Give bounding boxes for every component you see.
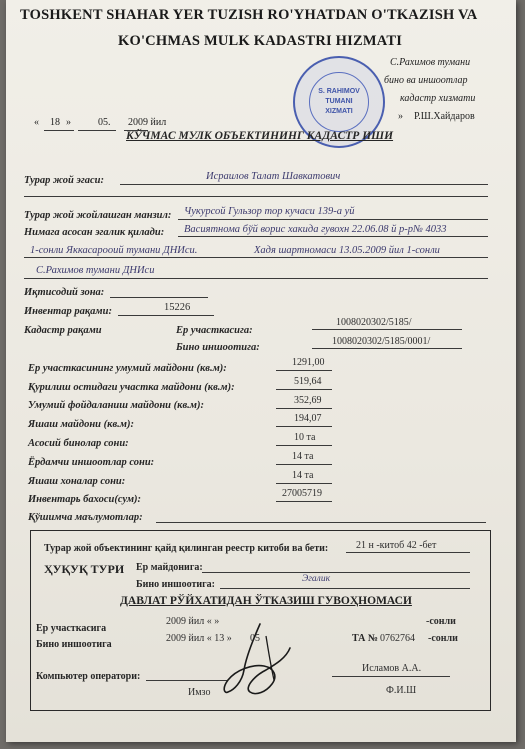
metric-label-0: Ер участкасининг умумий майдони (кв.м): (28, 363, 227, 374)
stamp-text-1: S. RAHIMOV (318, 88, 360, 95)
metric-value-4: 10 та (294, 432, 316, 443)
address-value: Чукурсой Гульзор тор кучаси 139-а уй (184, 206, 355, 217)
service-line-3: кадастр хизмати (400, 93, 476, 104)
metric-value-6: 14 та (292, 470, 314, 481)
metric-label-4: Асосий бинолар сони: (28, 438, 129, 449)
cadastre-building-label: Бино иншоотига: (176, 342, 260, 353)
metric-label-3: Яшаш майдони (кв.м): (28, 419, 134, 430)
handwritten-signature (216, 618, 296, 702)
metric-value-7: 27005719 (282, 488, 322, 499)
date-year: 2009 йил (128, 117, 167, 128)
cert-ta-number: 0762764 (380, 633, 415, 644)
metric-value-0: 1291,00 (292, 357, 325, 368)
extra-info-label: Қўшимча маълумотлар: (28, 512, 143, 523)
cert-land-date: 2009 йил « » (166, 616, 220, 627)
cert-land-suffix: -сонли (426, 616, 456, 627)
owner-label: Турар жой эгаси: (24, 175, 104, 186)
header-line-1: TOSHKENT SHAHAR YER TUZISH RO'YHATDAN O'TKAZISH VA (20, 7, 478, 23)
metric-label-1: Қурилиш остидаги участка майдони (кв.м): (28, 382, 235, 393)
rights-building-value: Эгалик (302, 574, 331, 584)
date-month: 05. (98, 117, 111, 128)
header-line-2: KO'CHMAS MULK KADASTRI HIZMATI (118, 33, 403, 49)
metric-value-1: 519,64 (294, 376, 322, 387)
cert-ta-suffix: -сонли (428, 633, 458, 644)
cert-building-month: 05 (250, 633, 260, 644)
cadastre-label: Кадастр рақами (24, 325, 102, 336)
operator-name: Исламов А.А. (362, 663, 422, 674)
owner-value: Исраилов Талат Шавкатович (206, 171, 341, 182)
registry-value: 21 н -китоб 42 -бет (356, 540, 437, 551)
cert-land-label: Ер участкасига (36, 623, 107, 634)
document-page: TOSHKENT SHAHAR YER TUZISH RO'YHATDAN O'TKAZISH VA KO'CHMAS MULK KADASTRI HIZMATI S. RAHIMOV TUMANI XIZMATI С.Рахимов тумани бино ва иншоотлар кадастр хизмати » Р.Ш.Хайдаров « 18 » 05. 2009 йил КЎЧМАС МУЛК ОБЪЕКТИНИНГ КАДАСТР ИШИ Турар жой эгаси: Исраилов Талат Шавкатович Турар жой жойлашган манзил: Чукурсой Гульзор тор кучаси 139-а уй Нимага асосан эгалик қилади: Васиятнома бўй ворис хакида гувохн 22.06.08 й р-р№ 4033 1-сонли Яккасарооий тумани ДНИси. Хадя шартномаси 13.05.2009 йил 1-сонли С.Рахимов тумани ДНИси Иқтисодий зона: Инвентар рақами: 15226 Кадастр рақами Ер участкасига: 1008020302/5185/ Бино иншоотига: 1008020302/5185/0001/ Ер участкасининг умумий майдони (кв.м): 1291,00 Қурилиш остидаги участка майдони (кв.м): 519,64 Умумий фойдаланиш майдони (кв.м): 352,69 Яшаш майдони (кв.м): 194,07 Асосий бинолар сони: 10 та Ёрдамчи иншоотлар сони: 14 та Яшаш хоналар сони: 14 та Инвентарь бахоси(сум): 27005719 Қўшимча маълумотлар: Турар жой объектининг қайд қилинган реестр китоби ва бети: 21 н -китоб 42 -бет ҲУҚУҚ ТУРИ Ер майдонига: Бино иншоотига: Эгалик ДАВЛАТ РЎЙХАТИДАН ЎТКАЗИШ ГУВОҲНОМАСИ Ер участкасига 2009 йил « » -сонли Бино иншоотига 2009 йил « 13 » 05 ТА № 0762764 -сонли Компьютер оператори: Исламов А.А. Имзо Ф.И.Ш (6, 0, 516, 742)
doc-title: КЎЧМАС МУЛК ОБЪЕКТИНИНГ КАДАСТР ИШИ (126, 130, 394, 142)
address-label: Турар жой жойлашган манзил: (24, 210, 172, 221)
economic-zone-label: Иқтисодий зона: (24, 287, 105, 298)
rights-land-label: Ер майдонига: (136, 562, 203, 573)
metric-label-7: Инвентарь бахоси(сум): (28, 494, 142, 505)
registry-text: Турар жой объектининг қайд қилинган реестр китоби ва бети: (44, 543, 329, 554)
ownership-label: Нимага асосан эгалик қилади: (24, 227, 165, 238)
metric-value-2: 352,69 (294, 395, 322, 406)
ownership-line-3: С.Рахимов тумани ДНИси (36, 265, 155, 276)
operator-sign-label: Имзо (188, 687, 211, 698)
ownership-line-1: Васиятнома бўй ворис хакида гувохн 22.06.08 й р-р№ 4033 (184, 224, 447, 235)
metric-label-5: Ёрдамчи иншоотлар сони: (28, 457, 155, 468)
cadastre-land-label: Ер участкасига: (176, 325, 253, 336)
metric-label-6: Яшаш хоналар сони: (28, 476, 126, 487)
certificate-title: ДАВЛАТ РЎЙХАТИДАН ЎТКАЗИШ ГУВОҲНОМАСИ (120, 595, 412, 607)
stamp-text-3: XIZMATI (325, 108, 353, 115)
metric-value-3: 194,07 (294, 413, 322, 424)
cadastre-building-value: 1008020302/5185/0001/ (332, 336, 431, 347)
operator-fio-label: Ф.И.Ш (386, 685, 417, 696)
operator-label: Компьютер оператори: (36, 671, 141, 682)
inventory-value: 15226 (164, 302, 191, 313)
cert-building-date: 2009 йил « 13 » (166, 633, 232, 644)
metric-value-5: 14 та (292, 451, 314, 462)
cert-building-label: Бино иншоотига (36, 639, 112, 650)
inventory-label: Инвентар рақами: (24, 306, 112, 317)
stamp-text-2: TUMANI (325, 98, 353, 105)
ownership-line-2a: 1-сонли Яккасарооий тумани ДНИси. (30, 245, 198, 256)
metric-label-2: Умумий фойдаланиш майдони (кв.м): (28, 400, 204, 411)
service-line-2: бино ва иншоотлар (384, 75, 468, 86)
date-day: 18 (50, 117, 60, 128)
ownership-line-2b: Хадя шартномаси 13.05.2009 йил 1-сонли (254, 245, 440, 256)
cadastre-land-value: 1008020302/5185/ (336, 317, 412, 328)
rights-building-label: Бино иншоотига: (136, 579, 216, 590)
rights-title: ҲУҚУҚ ТУРИ (44, 562, 125, 576)
service-line-1: С.Рахимов тумани (390, 57, 471, 68)
service-signer: Р.Ш.Хайдаров (414, 111, 475, 122)
cert-ta-prefix: ТА № (352, 633, 378, 644)
